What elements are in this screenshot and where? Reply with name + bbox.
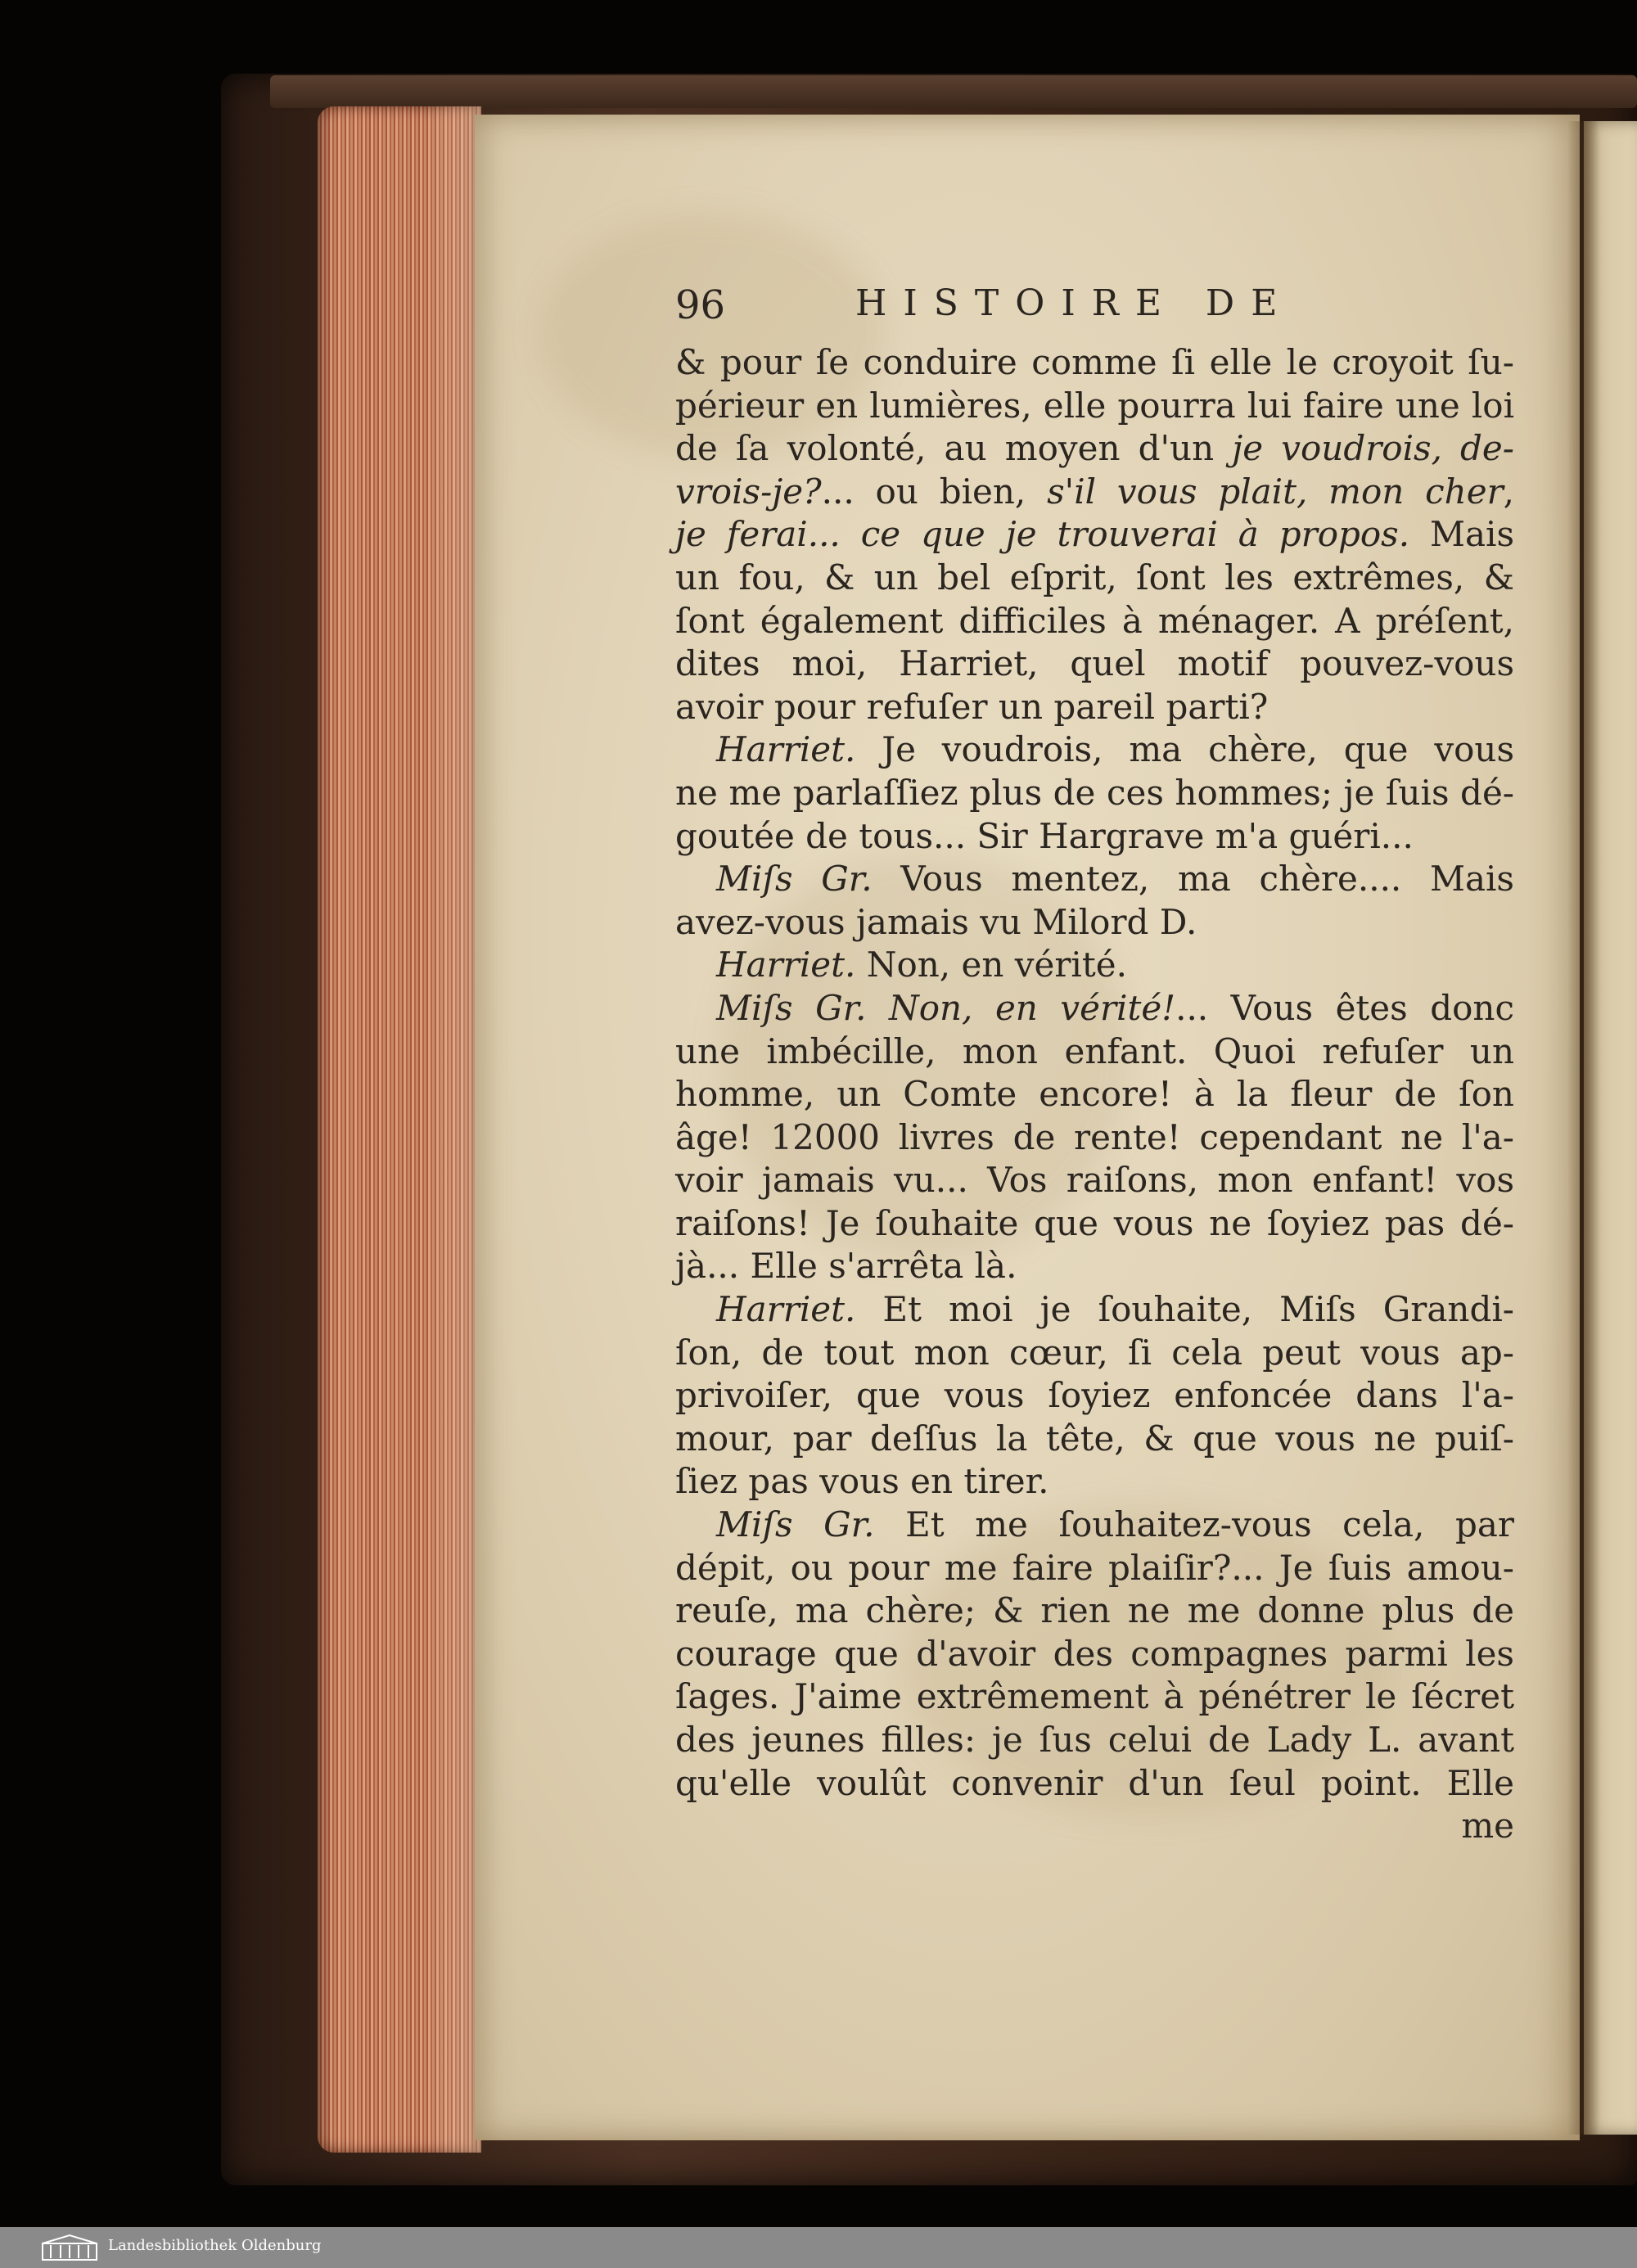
text-line: [675, 1159, 1514, 1202]
italic-span: Harriet.: [716, 1289, 856, 1330]
italic-span: s'il vous plait, mon cher: [1047, 471, 1504, 512]
text-line: [675, 1073, 1514, 1116]
text-line: [675, 815, 1514, 859]
text-line: [675, 600, 1514, 643]
text-span: Non, en vérité.: [855, 945, 1127, 985]
text-span: reuſe, ma chère; & rien ne me donne plus de: [675, 1590, 1514, 1631]
text-line: [675, 728, 1514, 772]
text-span: Et me ſouhaitez-vous cela, par: [874, 1504, 1514, 1545]
text-line: [675, 1762, 1514, 1806]
text-line: [675, 1418, 1514, 1461]
page-number: 96: [675, 282, 726, 328]
text-line: [675, 1116, 1514, 1160]
text-line: [675, 427, 1514, 471]
text-span: courage que d'avoir des compagnes parmi les: [675, 1633, 1514, 1674]
text-line: [675, 772, 1514, 815]
text-span: ... ou bien,: [821, 471, 1048, 512]
text-span: une imbécille, mon enfant. Quoi refuſer un: [675, 1030, 1514, 1071]
italic-span: vrois-je?: [675, 471, 822, 512]
text-line: [675, 471, 1514, 514]
italic-span: Harriet.: [716, 945, 856, 985]
text-span: jà... Elle s'arrêta là.: [675, 1246, 1017, 1287]
text-line: [675, 1719, 1514, 1762]
catchword: me: [1461, 1806, 1514, 1846]
text-line: [675, 1202, 1514, 1246]
running-head: HISTOIRE DE: [855, 282, 1294, 324]
page-edges-highlight: [426, 106, 481, 2153]
text-line: [675, 987, 1514, 1030]
text-span: mour, par deſſus la tête, & que vous ne puiſ-: [675, 1418, 1514, 1459]
library-building-icon: [41, 2234, 98, 2261]
text-span: dites moi, Harriet, quel motif pouvez-vous: [675, 643, 1514, 684]
text-block: [675, 282, 1514, 1848]
text-span: âge! 12000 livres de rente! cependant ne l'a-: [675, 1116, 1514, 1157]
text-span: Et moi je ſouhaite, Miſs Grandi-: [855, 1289, 1514, 1330]
text-line: [675, 1589, 1514, 1633]
text-line: [675, 901, 1514, 945]
text-line: [675, 1547, 1514, 1590]
text-line: [675, 1332, 1514, 1375]
body-text: [675, 341, 1514, 1805]
text-line: [675, 686, 1514, 729]
text-line: [675, 1633, 1514, 1676]
text-span: ſages. J'aime extrêmement à pénétrer le ſécret: [675, 1676, 1514, 1717]
text-line: [675, 385, 1514, 428]
text-span: ſiez pas vous en tirer.: [675, 1461, 1049, 1502]
italic-span: Miſs Gr.: [716, 1504, 875, 1545]
text-span: qu'elle voulût convenir d'un ſeul point. Elle: [675, 1762, 1514, 1803]
italic-span: je voudrois, de-: [1232, 428, 1514, 469]
text-line: [675, 1245, 1514, 1288]
italic-span: Miſs Gr. Non, en vérité!: [716, 987, 1176, 1028]
text-span: ſon, de tout mon cœur, ſi cela peut vous ap-: [675, 1332, 1514, 1373]
text-span: avez-vous jamais vu Milord D.: [675, 901, 1197, 942]
italic-span: je ferai... ce que je trouverai à propos.: [675, 514, 1410, 555]
italic-span: Miſs Gr.: [716, 859, 873, 900]
text-line: [675, 1504, 1514, 1547]
text-span: avoir pour refuſer un pareil parti?: [675, 686, 1269, 727]
text-span: homme, un Comte encore! à la fleur de ſon: [675, 1074, 1514, 1115]
italic-span: Harriet.: [716, 729, 856, 770]
text-line: [675, 1675, 1514, 1719]
text-span: voir jamais vu... Vos raiſons, mon enfant! vos: [675, 1160, 1514, 1201]
text-span: de ſa volonté, au moyen d'un: [675, 428, 1233, 469]
text-span: un fou, & un bel eſprit, ſont les extrêmes, &: [675, 557, 1514, 597]
text-span: Vous mentez, ma chère.... Mais: [872, 859, 1514, 900]
text-line: [675, 513, 1514, 557]
text-line: [675, 858, 1514, 901]
text-line: [675, 643, 1514, 686]
text-span: Mais: [1409, 514, 1514, 555]
text-span: ne me parlaſſiez plus de ces hommes; je ſuis dé-: [675, 772, 1514, 813]
text-line: [675, 1374, 1514, 1418]
text-span: raiſons! Je ſouhaite que vous ne ſoyiez pas dé-: [675, 1202, 1514, 1243]
library-footer: [0, 2227, 1637, 2268]
text-span: ... Vous êtes donc: [1175, 987, 1514, 1028]
text-span: des jeunes filles: je ſus celui de Lady L. avant: [675, 1720, 1514, 1760]
text-span: ,: [1503, 471, 1514, 512]
text-line: [675, 557, 1514, 600]
facing-page-edge: [1584, 121, 1637, 2135]
text-line: [675, 1030, 1514, 1074]
text-span: ſont également difficiles à ménager. A préſent,: [675, 600, 1514, 641]
text-line: [675, 341, 1514, 385]
text-span: goutée de tous... Sir Hargrave m'a guéri...: [675, 815, 1414, 856]
text-span: dépit, ou pour me faire plaiſir?... Je ſuis amou-: [675, 1547, 1514, 1588]
text-line: [675, 1288, 1514, 1332]
text-span: périeur en lumières, elle pourra lui faire une loi: [675, 385, 1514, 426]
text-span: & pour ſe conduire comme ſi elle le croyoit ſu-: [675, 342, 1514, 382]
page-header: [675, 282, 1514, 341]
book-cover-top: [270, 75, 1637, 108]
text-line: [675, 1460, 1514, 1504]
text-span: privoiſer, que vous ſoyiez enfoncée dans l'a-: [675, 1375, 1514, 1416]
text-line: [675, 944, 1514, 987]
text-span: Je voudrois, ma chère, que vous: [855, 729, 1514, 770]
library-name: Landesbibliothek Oldenburg: [108, 2237, 322, 2254]
